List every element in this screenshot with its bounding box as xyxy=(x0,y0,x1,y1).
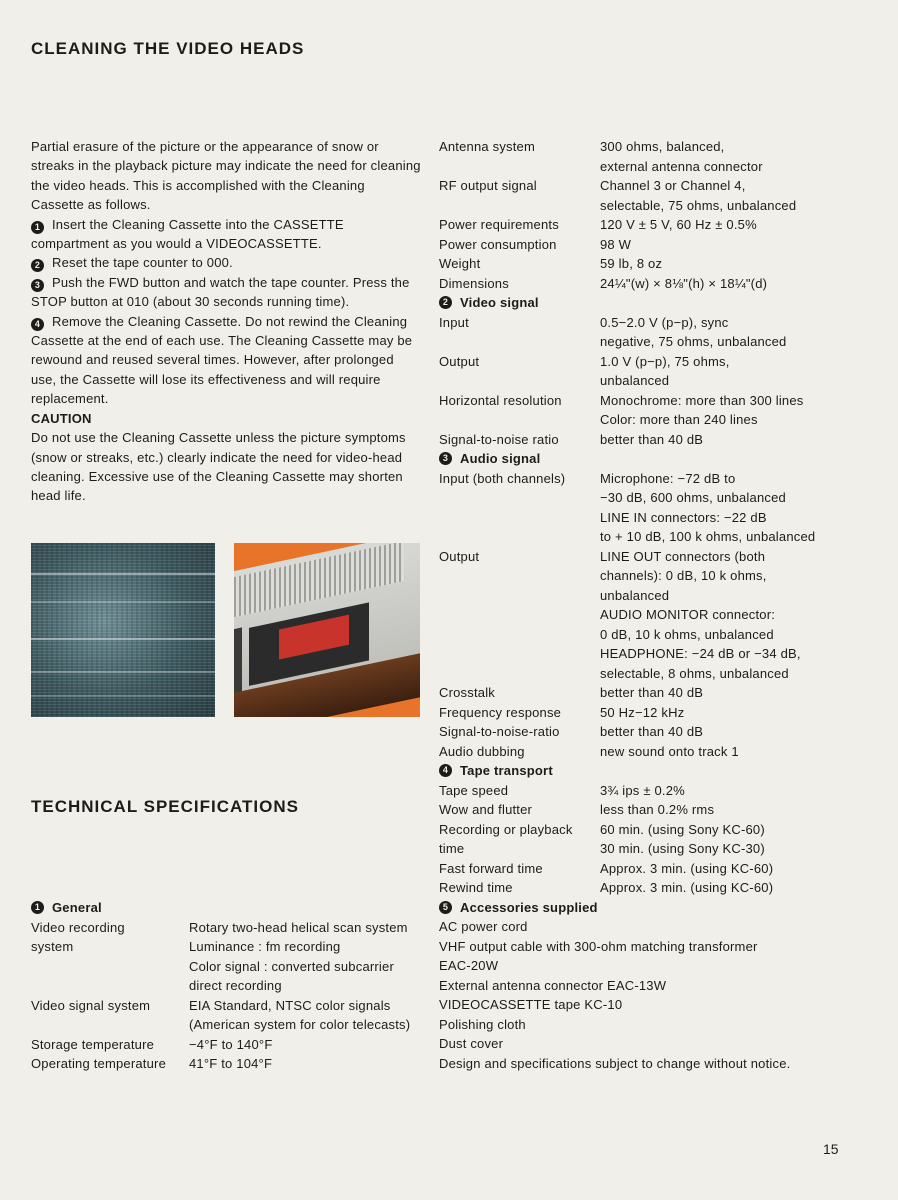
accessory-item: EAC-20W xyxy=(439,958,499,973)
spec-row: Video recording system Rotary two-head helical scan system Luminance : fm recording Color signal : converted subcarrier direct recording xyxy=(31,919,408,993)
spec-row: RF output signal Channel 3 or Channel 4, selectable, 75 ohms, unbalanced xyxy=(439,178,797,213)
cleaning-instructions xyxy=(31,137,421,506)
snowy-picture-photo xyxy=(31,543,215,717)
caution-title: CAUTION xyxy=(31,410,92,426)
general-section xyxy=(31,898,431,1074)
accessory-item: Dust cover xyxy=(439,1036,504,1051)
spec-row: Power consumption 98 W xyxy=(439,236,632,252)
step-number-2-icon: 2 xyxy=(31,259,44,272)
audio-title: 3 Audio signal xyxy=(439,449,849,469)
section-number-3-icon: 3 xyxy=(439,452,452,465)
section-number-5-icon: 5 xyxy=(439,901,452,914)
step-number-1-icon: 1 xyxy=(31,221,44,234)
spec-row: Audio dubbing new sound onto track 1 xyxy=(439,743,739,759)
spec-row: Horizontal resolution Monochrome: more than 300 lines Color: more than 240 lines xyxy=(439,392,804,427)
spec-row: Signal-to-noise ratio better than 40 dB xyxy=(439,431,704,447)
cleaning-step-3 xyxy=(31,273,421,312)
cleaning-intro: Partial erasure of the picture or the appearance of snow or streaks in the playback picture may indicate the need for cleaning the video heads. This is accomplished with the Cleaning Cassette as follows. xyxy=(31,139,421,213)
specs-heading: TECHNICAL SPECIFICATIONS xyxy=(31,797,299,816)
spec-row: Recording or playback time 60 min. (using Sony KC-60) 30 min. (using Sony KC-30) xyxy=(439,821,765,856)
spec-row: Output 1.0 V (p−p), 75 ohms, unbalanced xyxy=(439,353,730,388)
spec-row: Weight 59 lb, 8 oz xyxy=(439,256,663,271)
accessory-item: External antenna connector EAC-13W xyxy=(439,977,667,993)
page-number: 15 xyxy=(823,1141,839,1157)
general-title: 1 General xyxy=(31,898,431,918)
right-specs-column xyxy=(439,137,849,1073)
section-number-4-icon: 4 xyxy=(439,764,452,777)
accessory-item: VHF output cable with 300-ohm matching transformer xyxy=(439,938,758,954)
accessories-title: 5 Accessories supplied xyxy=(439,898,849,918)
accessory-item: Polishing cloth xyxy=(439,1016,526,1032)
cleaning-step-1 xyxy=(31,215,421,254)
spec-row: Wow and flutter less than 0.2% rms xyxy=(439,802,715,817)
spec-row: Video signal system EIA Standard, NTSC color signals (American system for color telecasts) xyxy=(31,997,411,1032)
section-number-2-icon: 2 xyxy=(439,296,452,309)
cleaning-step-4 xyxy=(31,312,421,409)
spec-row: Crosstalk better than 40 dB xyxy=(439,685,704,700)
spec-row: Dimensions 24¼"(w) × 8⅛"(h) × 18¼"(d) xyxy=(439,275,768,291)
step-4-text: Remove the Cleaning Cassette. Do not rewind the Cleaning Cassette at the end of each use. The Cleaning Cassette may be rewound and reused several times. However, after prolonged use, the Cassette will lose its effectiveness and will require replacement. xyxy=(31,313,413,407)
step-2-text: Reset the tape counter to 000. xyxy=(52,255,233,271)
specs-disclaimer: Design and specifications subject to change without notice. xyxy=(439,1055,791,1071)
step-number-3-icon: 3 xyxy=(31,279,44,292)
cleaning-step-2 xyxy=(31,253,421,272)
spec-row: Power requirements 120 V ± 5 V, 60 Hz ± 0.5% xyxy=(439,217,757,232)
step-3-text: Push the FWD button and watch the tape counter. Press the STOP button at 010 (about 30 seconds running time). xyxy=(31,274,410,310)
vcr-cassette-photo xyxy=(234,543,420,717)
tape-title: 4 Tape transport xyxy=(439,761,849,781)
spec-row: Fast forward time Approx. 3 min. (using KC-60) xyxy=(439,860,774,876)
accessory-item: AC power cord xyxy=(439,919,528,934)
spec-row: Signal-to-noise-ratio better than 40 dB xyxy=(439,724,704,739)
spec-row: Input 0.5−2.0 V (p−p), sync negative, 75 ohms, unbalanced xyxy=(439,314,787,349)
spec-row: Input (both channels) Microphone: −72 dB to −30 dB, 600 ohms, unbalanced LINE IN connectors: −22 dB to + 10 dB, 100 k ohms, unbalanced xyxy=(439,470,816,544)
spec-row: Storage temperature −4°F to 140°F xyxy=(31,1036,273,1052)
spec-row: Rewind time Approx. 3 min. (using KC-60) xyxy=(439,880,774,895)
section-number-1-icon: 1 xyxy=(31,901,44,914)
accessory-item: VIDEOCASSETTE tape KC-10 xyxy=(439,997,623,1012)
caution-text: Do not use the Cleaning Cassette unless the picture symptoms (snow or streaks, etc.) clearly indicate the need for video-head cleaning. Excessive use of the Cleaning Cassette may shorten head life. xyxy=(31,430,406,504)
video-title: 2 Video signal xyxy=(439,293,849,313)
spec-row: Operating temperature 41°F to 104°F xyxy=(31,1056,273,1071)
spec-row: Frequency response 50 Hz−12 kHz xyxy=(439,704,685,720)
spec-row: Antenna system 300 ohms, balanced, external antenna connector xyxy=(439,139,763,174)
spec-row: Tape speed 3¾ ips ± 0.2% xyxy=(439,782,685,798)
step-number-4-icon: 4 xyxy=(31,318,44,331)
cleaning-heading: CLEANING THE VIDEO HEADS xyxy=(31,39,305,58)
spec-row: Output LINE OUT connectors (both channels): 0 dB, 10 k ohms, unbalanced AUDIO MONITOR connector: 0 dB, 10 k ohms, unbalanced HEADPHONE: −24 dB or −34 dB, selectable, 8 ohms, unbalanced xyxy=(439,548,801,681)
step-1-text: Insert the Cleaning Cassette into the CASSETTE compartment as you would a VIDEOCASSETTE. xyxy=(31,216,344,252)
